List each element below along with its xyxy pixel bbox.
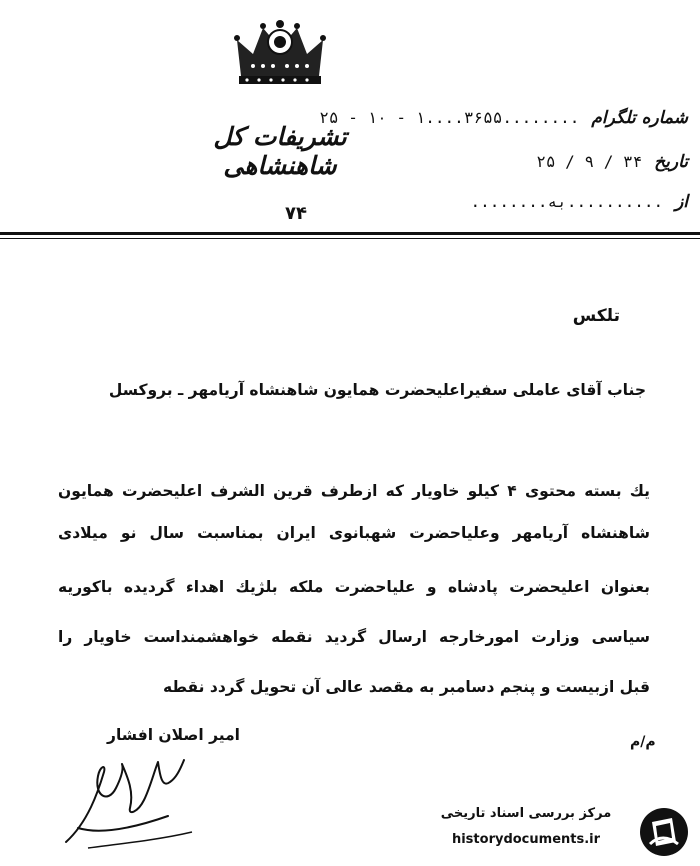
body-line-4: سیاسی وزارت امورخارجه ارسال گردید نقطه خواهشمنداست خاویار را (58, 628, 650, 646)
from-field (470, 192, 688, 212)
telegram-number-value: ........۳۶۵۵....۱ - ۱۰ - ۲۵ (319, 108, 580, 127)
recipient-line: جناب آقای عاملی سفیراعلیحضرت همایون شاهنشاه آریامهر ـ بروکسل (108, 381, 646, 399)
watermark-url: historydocuments.ir (451, 832, 601, 847)
department-title: تشریفات کل شاهنشاهی (213, 122, 347, 180)
body-line-3: بعنوان اعلیحضرت پادشاه و علیاحضرت ملکه بلژیك اهداء گردیده باکوریه (58, 578, 650, 596)
body-line-5: قبل ازبیست و پنجم دسامبر به مقصد عالی آن تحویل گردد نقطه (163, 678, 650, 696)
from-label: از (675, 192, 688, 212)
date-field (536, 152, 688, 172)
from-value: ..........به........ (470, 192, 664, 211)
imperial-crown-emblem (233, 18, 327, 88)
archive-number: ۷۴ (285, 203, 307, 224)
date-label: تاریخ (654, 152, 688, 172)
body-line-1: یك بسته محتوی ۴ کیلو خاویار که ازطرف قرین الشرف اعلیحضرت همایون (58, 482, 650, 500)
header-divider (0, 232, 700, 235)
watermark-title: مرکز بررسی اسناد تاریخی (440, 806, 612, 821)
body-line-2: شاهنشاه آریامهر وعلیاحضرت شهبانوی ایران بمناسبت سال نو میلادی (58, 524, 650, 542)
letter-heading: تلکس (572, 306, 620, 326)
telegram-number-field (319, 108, 688, 128)
signer-name: امیر اصلان افشار (107, 726, 240, 744)
handwritten-signature (58, 752, 198, 852)
typist-initials: م/م (630, 734, 656, 750)
telegram-number-label: شماره تلگرام (591, 108, 688, 128)
date-value: ۳۴ / ۹ / ۲۵ (536, 152, 643, 171)
archive-logo-icon (638, 806, 690, 858)
header-divider-thin (0, 238, 700, 239)
